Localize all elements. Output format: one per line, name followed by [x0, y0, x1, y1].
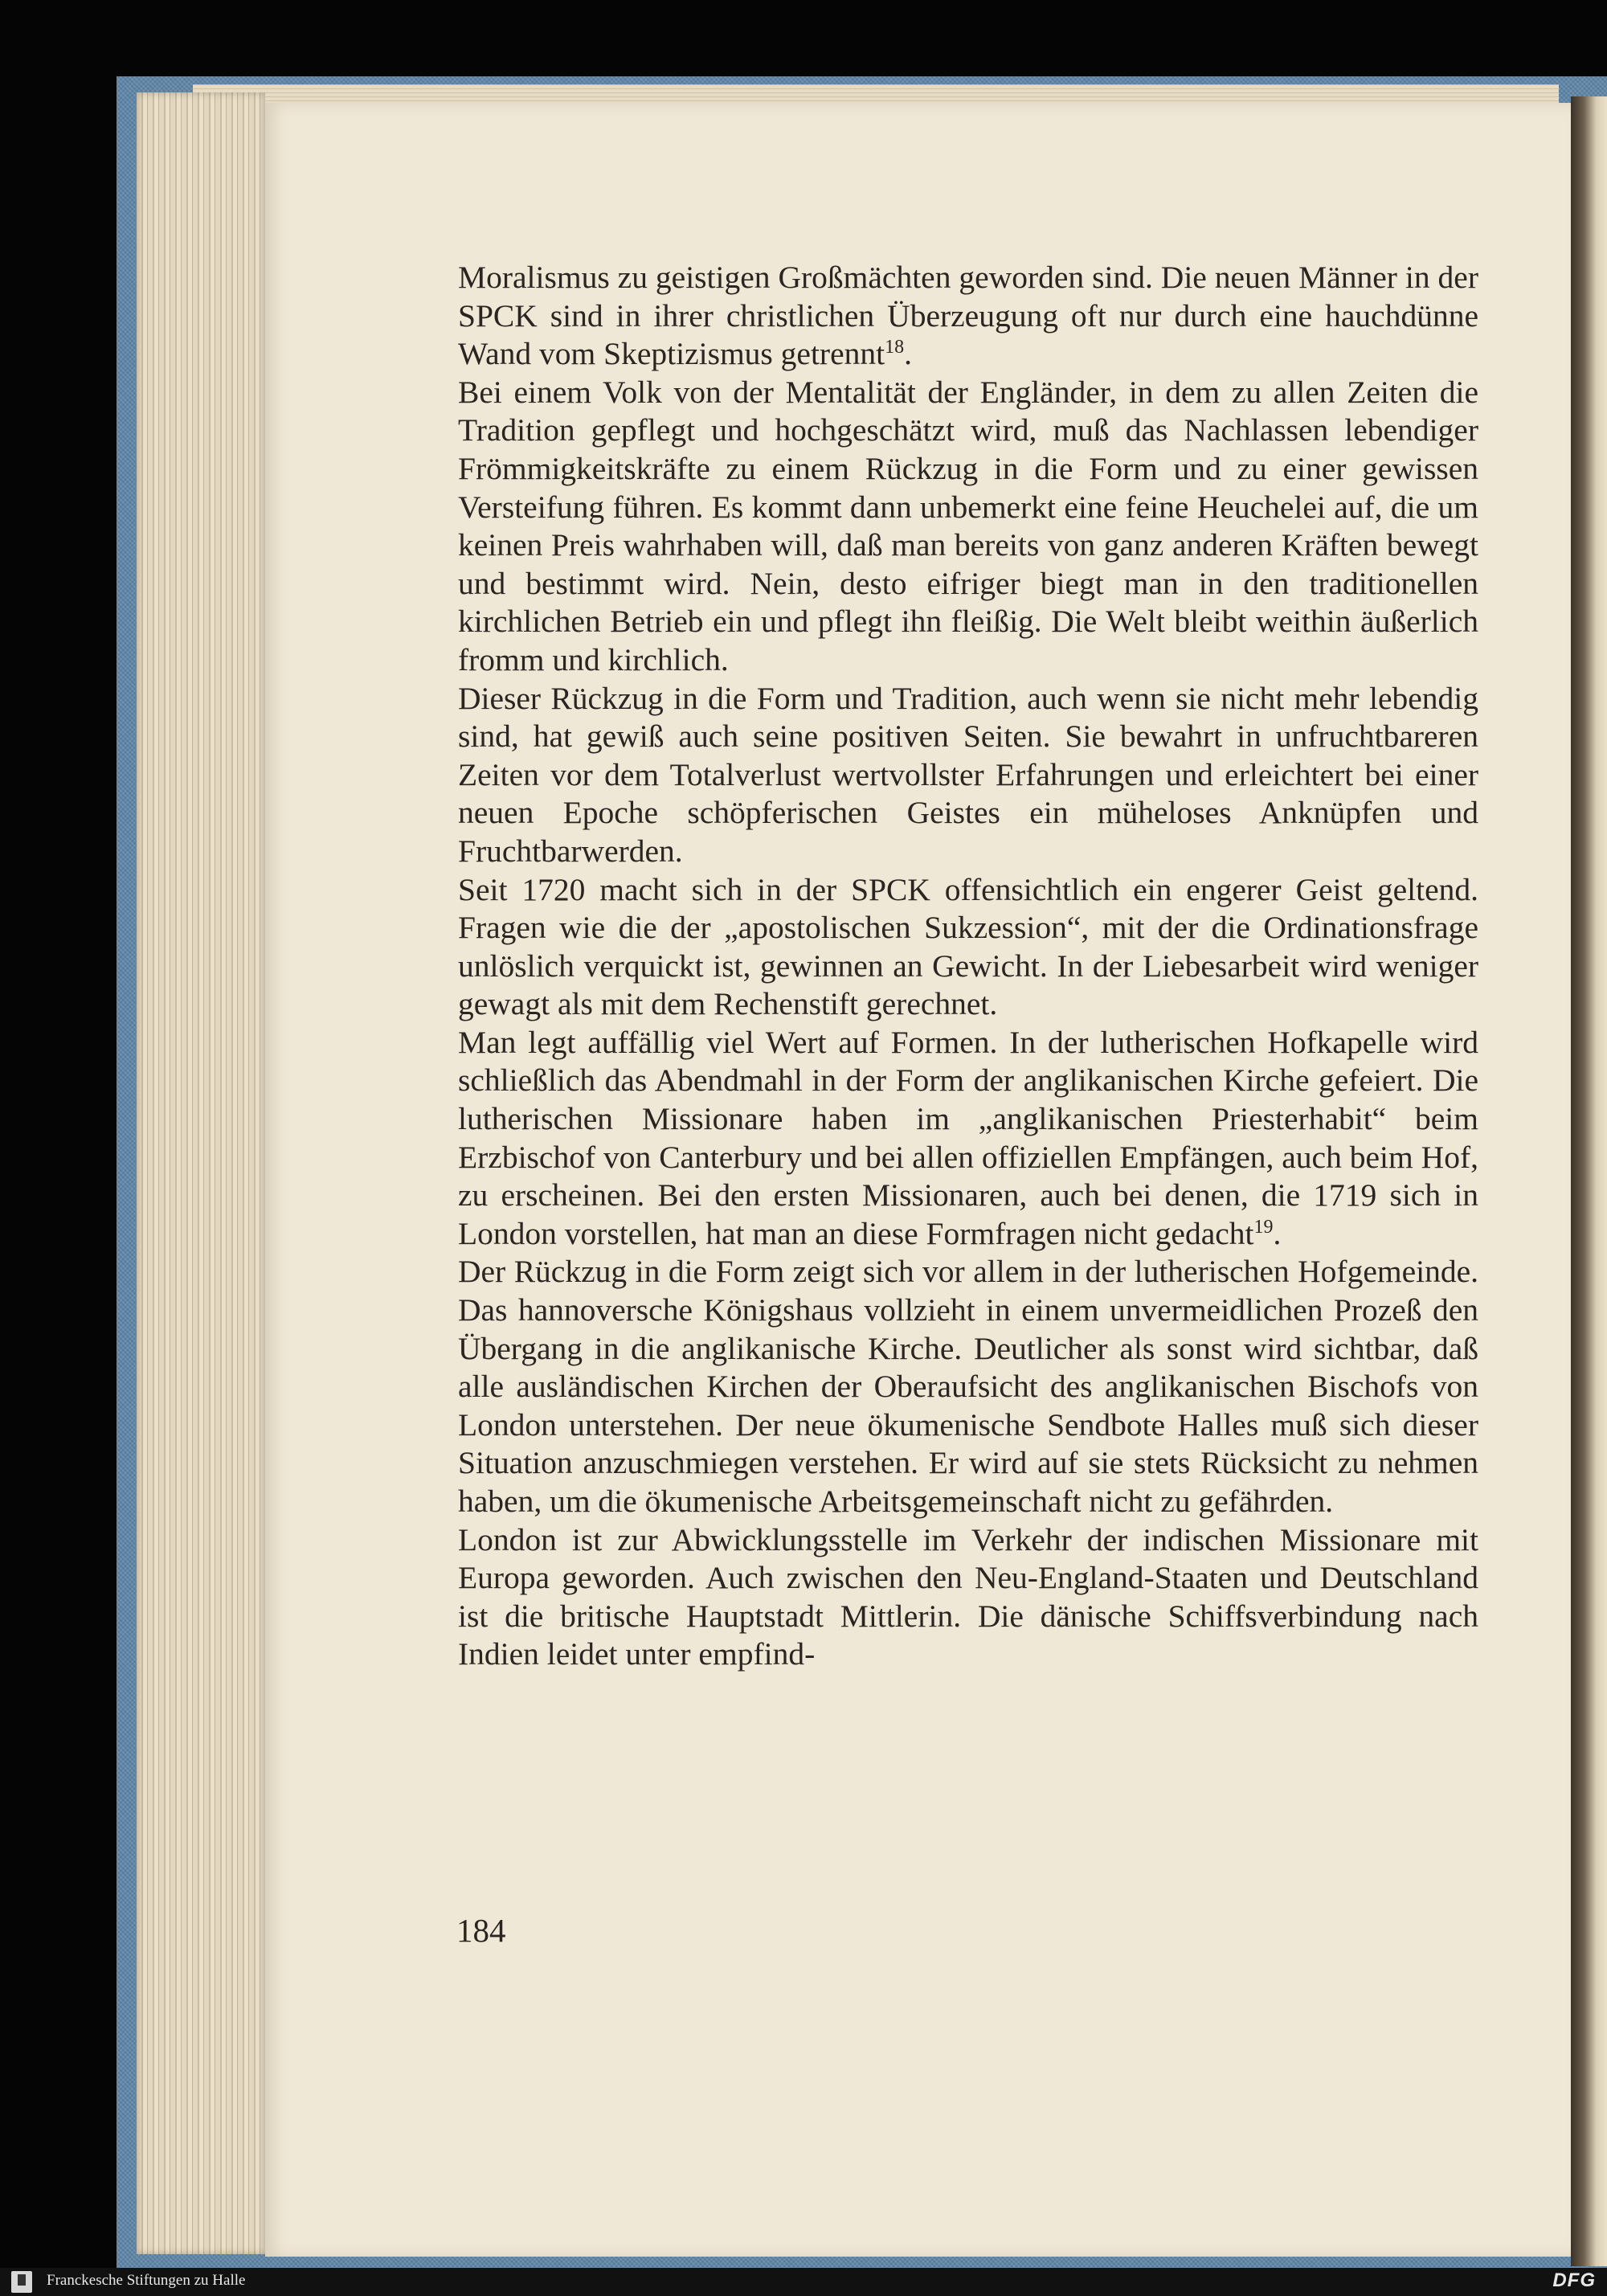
institution-name: Franckesche Stiftungen zu Halle	[47, 2272, 246, 2289]
paragraph-2: Bei einem Volk von der Mentalität der Engländer, in dem zu allen Zeiten die Tradition gepflegt und hochgeschätzt wird, muß das Nachlassen lebendiger Frömmigkeitskräfte zu einem Rückzug in die Form und zu einer gewissen Versteifung führen. Es kommt dann unbemerkt eine feine Heuchelei auf, die um keinen Preis wahrhaben will, daß man bereits von ganz anderen Kräften bewegt und bestimmt wird. Nein, desto eifriger biegt man in den traditionellen kirchlichen Betrieb ein und pflegt ihn fleißig. Die Welt bleibt weithin äußerlich fromm und kirchlich.	[458, 374, 1478, 677]
facing-page-gutter	[1571, 96, 1607, 2266]
paragraph-4: Seit 1720 macht sich in der SPCK offensichtlich ein engerer Geist geltend. Fragen wie die der „apostolischen Sukzession“, mit der die Ordinationsfrage unlöslich verquickt ist, gewinnen an Gewicht. In der Liebesarbeit wird weniger gewagt als mit dem Rechenstift gerechnet.	[458, 871, 1478, 1022]
paragraph-text: Moralismus zu geistigen Großmächten geworden sind. Die neuen Männer in der SPCK sind in ihrer christlichen Überzeugung oft nur durch eine hauchdünne Wand vom Skeptizismus getrennt	[458, 260, 1478, 372]
page-number: 184	[456, 1912, 506, 1949]
paragraph-5	[458, 1024, 1478, 1254]
paragraph-3: Dieser Rückzug in die Form und Tradition, auch wenn sie nicht mehr lebendig sind, hat gewiß auch seine positiven Seiten. Sie bewahrt in unfruchtbareren Zeiten vor dem Totalverlust wertvollster Erfahrungen und erleichtert bei einer neuen Epoche schöpferischen Geistes ein müheloses Anknüpfen und Fruchtbarwerden.	[458, 680, 1478, 869]
dfg-logo: DFG	[1552, 2269, 1596, 2291]
paragraph-7: London ist zur Abwicklungsstelle im Verkehr der indischen Missionare mit Europa geworden. Auch zwischen den Neu-England-Staaten und Deutschland ist die britische Hauptstadt Mittlerin. Die dänische Schiffsverbindung nach Indien leidet unter empfind-	[458, 1521, 1478, 1672]
paragraph-text: Man legt auffällig viel Wert auf Formen. In der lutherischen Hofkapelle wird schließlich das Abendmahl in der Form der anglikanischen Kirche gefeiert. Die lutherischen Missionare haben im „anglikanischen Priesterhabit“ beim Erzbischof von Canterbury und bei allen offiziellen Empfängen, auch beim Hof, zu erscheinen. Bei den ersten Missionaren, auch bei denen, die 1719 sich in London vorstellen, hat man an diese Formfragen nicht gedacht	[458, 1024, 1478, 1251]
punctuation: .	[904, 336, 912, 372]
footnote-marker: 18	[885, 337, 905, 358]
paragraph-6: Der Rückzug in die Form zeigt sich vor allem in der lutherischen Hofgemeinde. Das hannoversche Königshaus vollzieht in einem unvermeidlichen Prozeß den Übergang in die anglikanische Kirche. Deutlicher als sonst wird sichtbar, daß alle ausländischen Kirchen der Oberaufsicht des anglikanischen Bischofs von London unterstehen. Der neue ökumenische Sendbote Halles muß sich dieser Situation anzuschmiegen verstehen. Er wird auf sie stets Rücksicht zu nehmen haben, um die ökumenische Arbeitsgemeinschaft nicht zu gefährden.	[458, 1254, 1478, 1519]
body-text	[458, 259, 1478, 1674]
institution-logo-icon	[11, 2271, 32, 2293]
footnote-marker: 19	[1253, 1216, 1274, 1238]
page-edges-left	[137, 92, 265, 2254]
punctuation: .	[1273, 1215, 1282, 1251]
paragraph-1	[458, 259, 1478, 374]
